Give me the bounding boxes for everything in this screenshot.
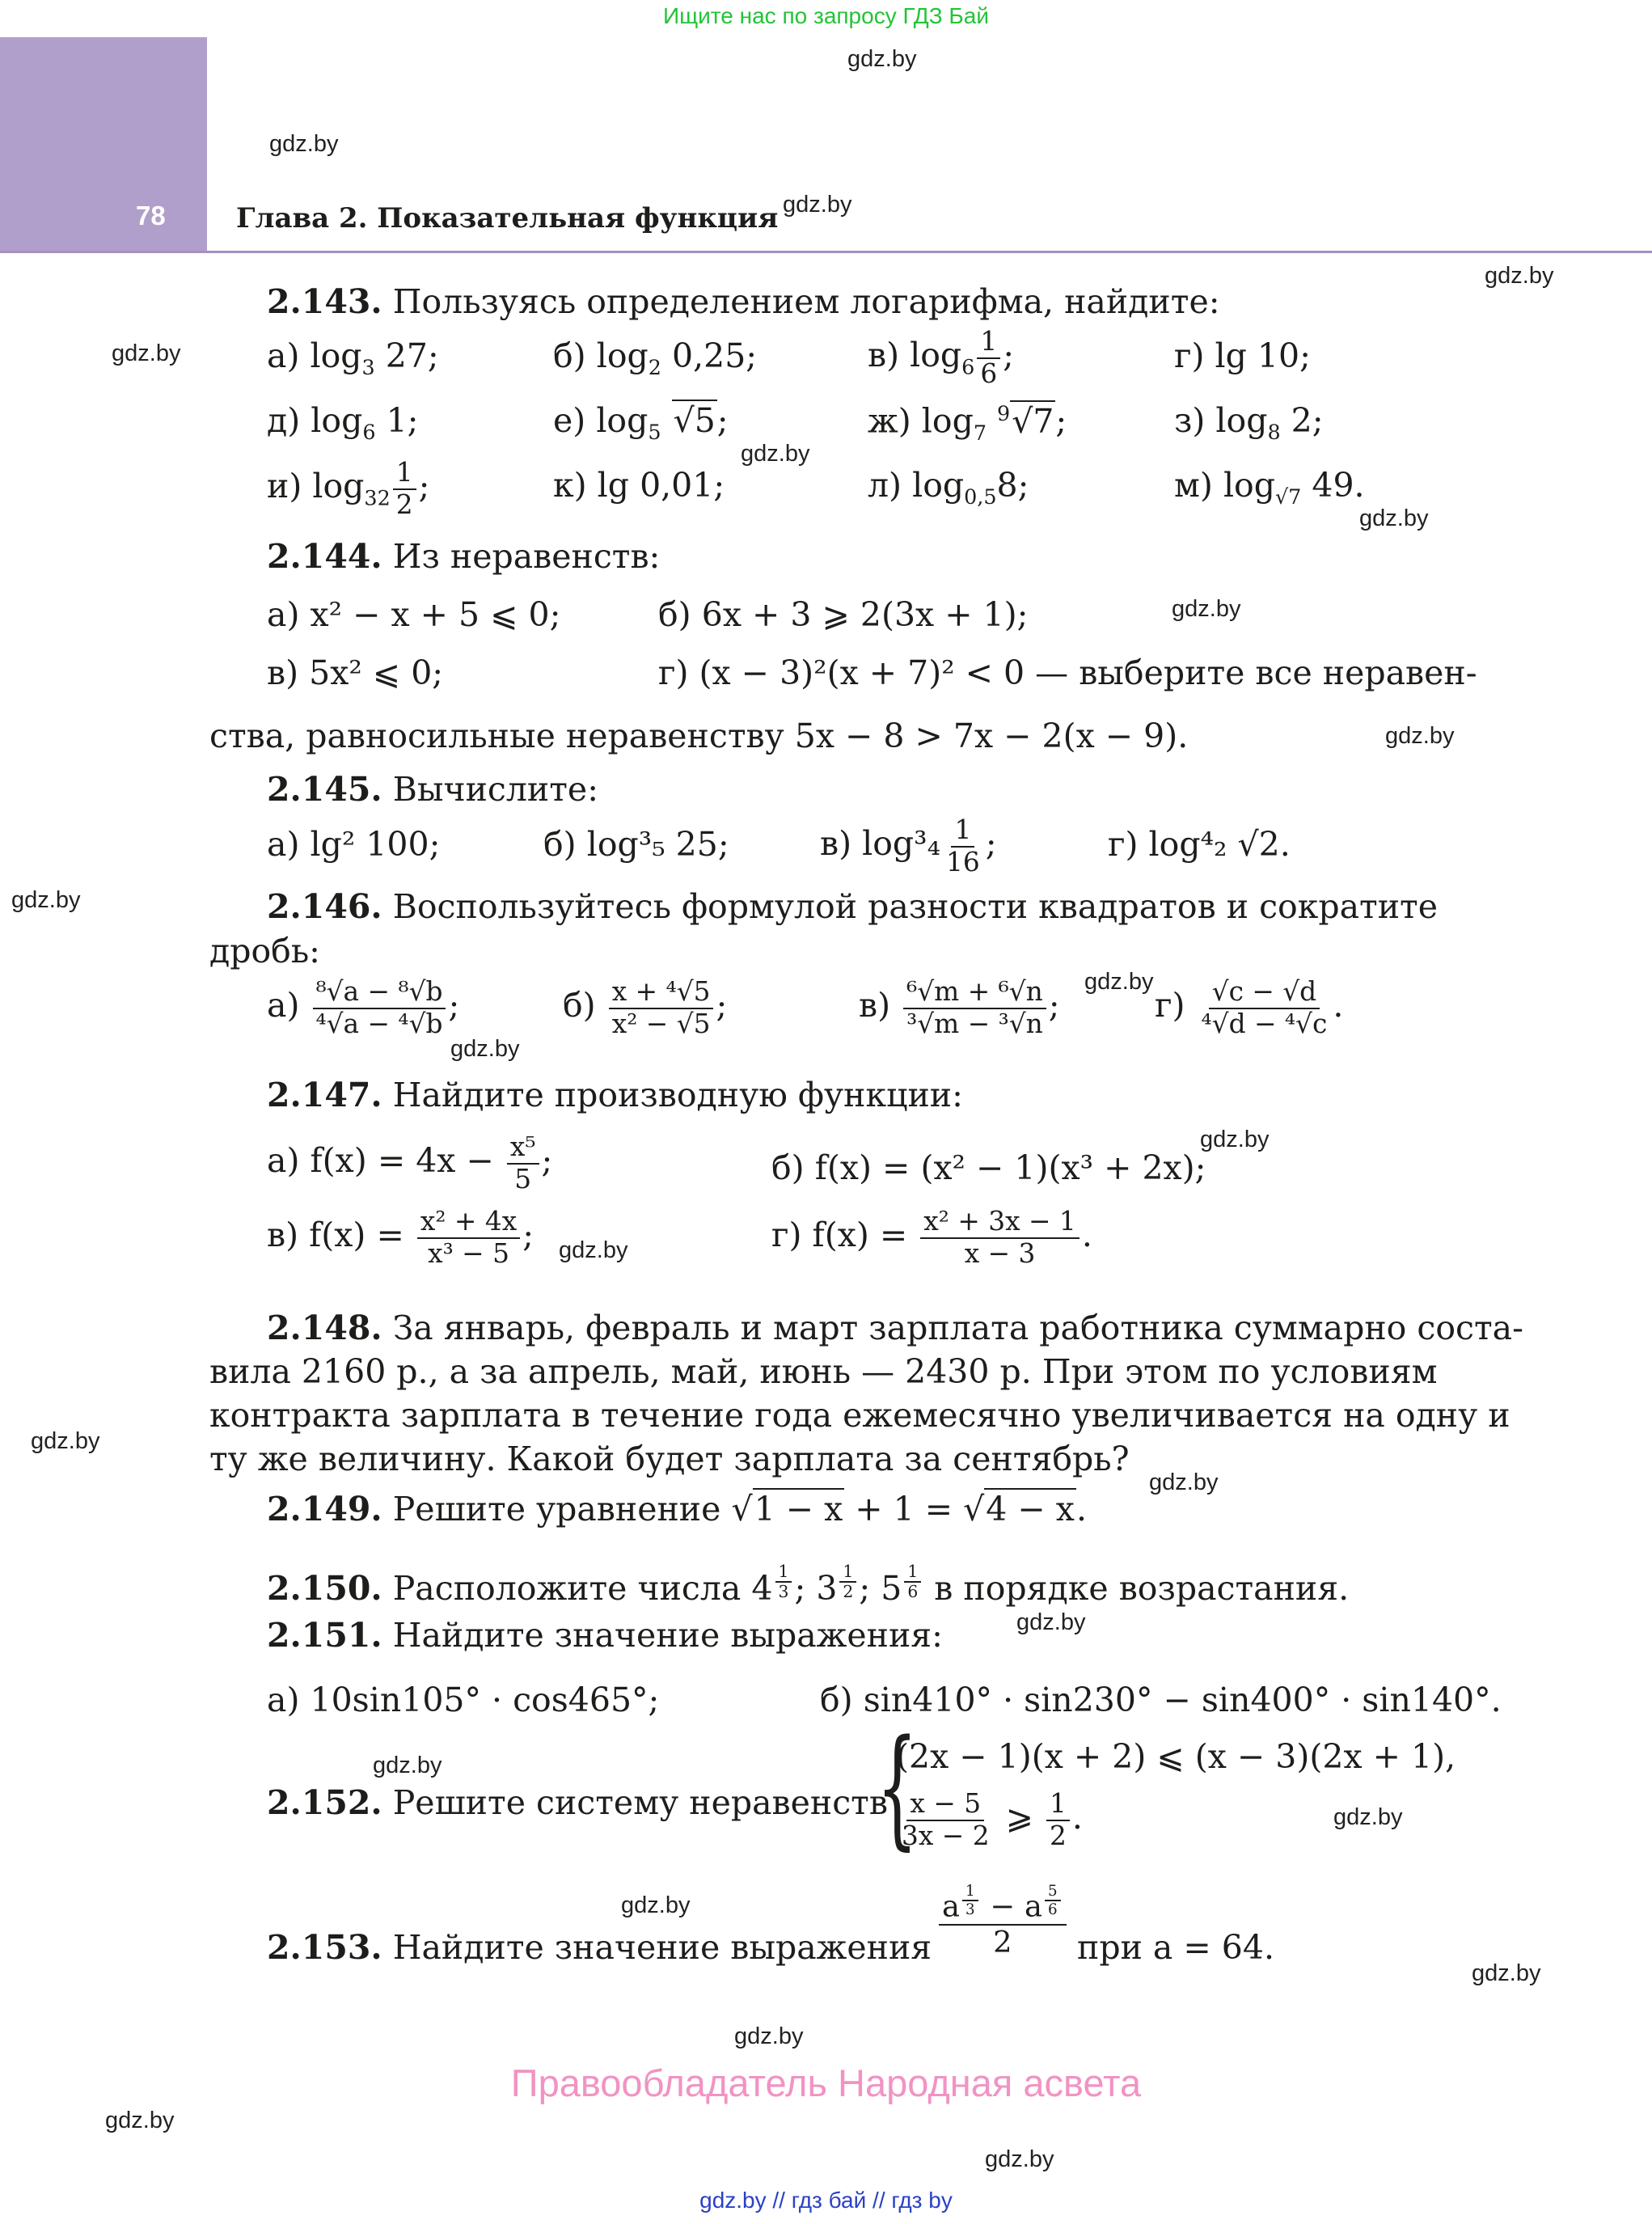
watermark: gdz.by (269, 131, 339, 157)
problem-2-143-k: к) lg 0,01; (553, 466, 725, 505)
problem-2-143-a: а) $\log_3 27$; (267, 336, 439, 380)
watermark: gdz.by (1200, 1127, 1270, 1152)
problem-2-143-heading: 2.143. Пользуясь определением логарифма, найдите: (267, 282, 1220, 321)
problem-2-146-a: а) $\frac{\text{⁸√a − ⁸√b}}{\text{⁴√a − ⁴√b}}$ ; (267, 976, 460, 1039)
watermark: gdz.by (450, 1036, 520, 1062)
chapter-title: Глава 2. Показательная функция (236, 202, 779, 235)
footer-links[interactable]: gdz.by // гдз бай // гдз by (699, 2188, 953, 2213)
watermark: gdz.by (31, 1428, 100, 1454)
problem-2-144-a: а) x² − x + 5 ⩽ 0; (267, 595, 561, 634)
problem-2-151-heading: 2.151. Найдите значение выражения: (267, 1616, 943, 1655)
problem-2-150: 2.150. Расположите числа 4 $^{\frac{1}{3}}$ ; 3 $^{\frac{1}{2}}$ ; 5 $^{\frac{1}{6}}$ в порядке возрастания. (267, 1562, 1350, 1609)
problem-2-143-l: л) $\log_{0,5}8$; (868, 466, 1029, 509)
problem-2-143-z: з) $\log_8 2$; (1174, 401, 1324, 445)
watermark: gdz.by (1172, 596, 1241, 622)
watermark: gdz.by (783, 192, 852, 218)
problem-2-143-b: б) $\log_2 0,25$; (553, 336, 758, 380)
problem-2-148-line4: ту же величину. Какой будет зарплата за сентябрь? (209, 1440, 1130, 1478)
problem-2-152-heading: 2.152. Решите систему неравенств (267, 1783, 888, 1822)
top-note: Ищите нас по запросу ГДЗ Бай (662, 3, 990, 28)
problem-2-147-b: б) f(x) = (x² − 1)(x³ + 2x); (771, 1148, 1206, 1187)
system-brace: { (877, 1711, 918, 1862)
problem-2-145-b: б) log³₅ 25; (543, 825, 729, 864)
watermark: gdz.by (373, 1753, 442, 1778)
problem-2-151-b: б) sin410° · sin230° − sin400° · sin140°. (820, 1681, 1502, 1719)
problem-2-147-v: в) f(x) = $\frac{\text{x² + 4x}}{\text{x³ − 5}}$ ; (267, 1206, 534, 1269)
problem-2-151-a: а) 10sin105° · cos465°; (267, 1681, 660, 1719)
problem-2-146-g: г) $\frac{√c - √d}{\text{⁴√d − ⁴√c}}$ . (1155, 976, 1344, 1039)
watermark: gdz.by (985, 2146, 1054, 2172)
problem-2-145-v: в) log³₄ $\frac{1}{16}$ ; (820, 814, 997, 877)
problem-2-149: 2.149. Решите уравнение √1 − x + 1 = √4 − x. (267, 1490, 1087, 1528)
problem-2-153-text: 2.153. Найдите значение выражения (267, 1928, 932, 1967)
watermark: gdz.by (621, 1892, 691, 1918)
problem-2-143-e: е) $\log_5 √5$; (553, 401, 729, 445)
problem-2-144-b: б) 6x + 3 ⩾ 2(3x + 1); (658, 595, 1029, 634)
problem-2-153-fraction: a $^{\frac{1}{3}}$ − a $^{\frac{5}{6}}$ 2 (936, 1883, 1069, 1960)
watermark: gdz.by (11, 887, 81, 913)
watermark: gdz.by (1149, 1469, 1219, 1495)
watermark: gdz.by (847, 46, 917, 72)
problem-2-147-a: а) f(x) = 4x − $\frac{\text{x⁵}}{5}$ ; (267, 1131, 553, 1194)
problem-2-148-line3: контракта зарплата в течение года ежемесячно увеличивается на одну и (209, 1396, 1510, 1435)
problem-2-148-line2: вила 2160 р., а за апрель, май, июнь — 2430 р. При этом по условиям (209, 1352, 1438, 1391)
problem-2-146-continuation: дробь: (209, 932, 320, 970)
problem-2-143-v: в) $\log_6$ $\frac{1}{6}$ ; (868, 326, 1015, 389)
problem-2-152-line2: $\frac{x - 5}{3x - 2}$ ⩾ $\frac{1}{2}$ . (902, 1788, 1083, 1851)
problem-2-144-v: в) 5x² ⩽ 0; (267, 653, 444, 692)
problem-2-153-tail: при a = 64. (1077, 1928, 1274, 1967)
watermark: gdz.by (1333, 1804, 1403, 1830)
problem-2-146-b: б) $\frac{\text{x + ⁴√5}}{\text{x² − √5}}$ ; (563, 976, 728, 1039)
watermark: gdz.by (559, 1237, 628, 1263)
problem-2-143-i: и) $\log_{32}$ $\frac{1}{2}$ ; (267, 457, 430, 520)
watermark: gdz.by (1084, 969, 1154, 995)
header-divider (0, 251, 1652, 253)
watermark: gdz.by (1016, 1609, 1086, 1635)
problem-2-145-a: а) lg² 100; (267, 825, 441, 864)
watermark: gdz.by (1485, 263, 1554, 289)
problem-2-145-heading: 2.145. Вычислите: (267, 770, 599, 809)
watermark: gdz.by (741, 441, 810, 467)
header-sidebar (0, 37, 207, 252)
problem-2-144-g: г) (x − 3)²(x + 7)² < 0 — выберите все неравен- (658, 653, 1477, 692)
problem-2-146-heading: 2.146. Воспользуйтесь формулой разности квадратов и сократите (267, 887, 1438, 926)
problem-2-143-g: г) lg 10; (1174, 336, 1311, 375)
problem-2-152-line1: (2x − 1)(x + 2) ⩽ (x − 3)(2x + 1), (896, 1737, 1456, 1776)
watermark: gdz.by (105, 2108, 175, 2133)
problem-2-144-continuation: ства, равносильные неравенству 5x − 8 > 7x − 2(x − 9). (209, 717, 1189, 755)
watermark: gdz.by (734, 2023, 804, 2049)
problem-2-144-heading: 2.144. Из неравенств: (267, 537, 661, 576)
watermark: gdz.by (1359, 505, 1429, 531)
watermark: gdz.by (1472, 1960, 1541, 1986)
problem-2-145-g: г) log⁴₂ √2. (1108, 825, 1291, 864)
problem-2-148-line1: 2.148. За январь, февраль и март зарплата работника суммарно соста- (267, 1309, 1523, 1347)
watermark: gdz.by (112, 340, 181, 366)
problem-2-143-d: д) $\log_6 1$; (267, 401, 419, 445)
problem-2-143-zh: ж) $\log_7 ^9√7$; (868, 401, 1067, 445)
page-number: 78 (136, 201, 166, 230)
watermark: gdz.by (1385, 723, 1455, 749)
problem-2-143-m: м) $\log_{√7} 49$. (1174, 466, 1365, 509)
copyright-notice: Правообладатель Народная асвета (510, 2061, 1142, 2104)
problem-2-146-v: в) $\frac{\text{⁶√m + ⁶√n}}{\text{³√m − ³√n}}$ ; (859, 976, 1060, 1039)
problem-2-147-heading: 2.147. Найдите производную функции: (267, 1076, 963, 1114)
problem-2-147-g: г) f(x) = $\frac{\text{x² + 3x − 1}}{x - 3}$ . (771, 1206, 1092, 1269)
